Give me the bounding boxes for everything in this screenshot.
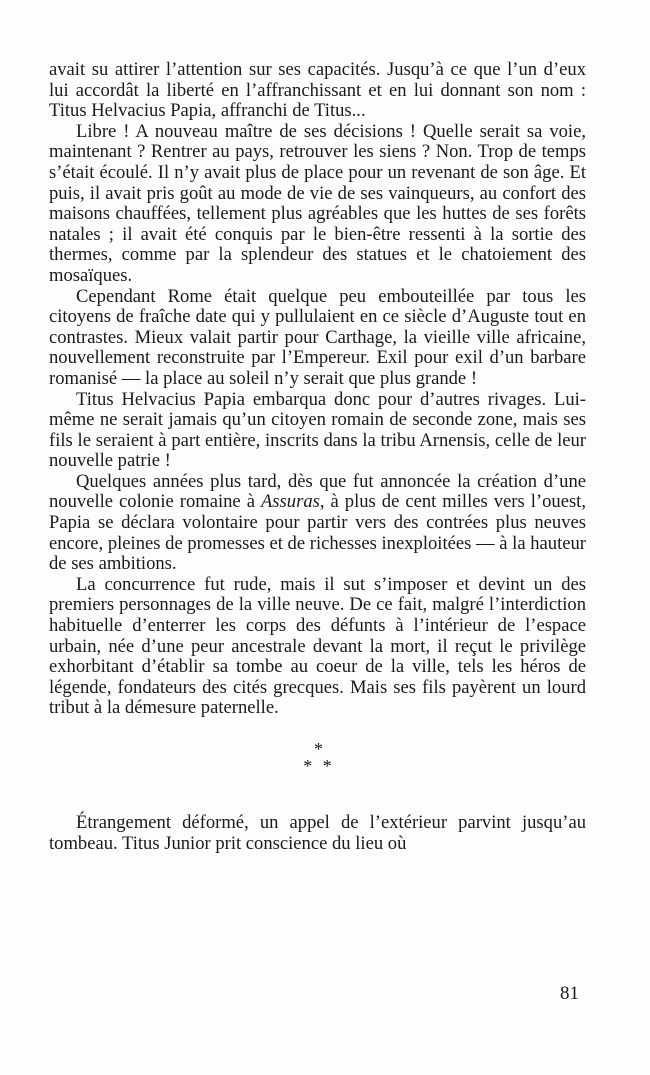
paragraph-assuras-after: , à plus de cent milles vers l’ouest, Papia se déclara volontaire pour partir vers des contrées plus neuves encore, pleines de promesses et de richesses inexploitées — à la hauteur de ses ambitions.	[49, 491, 586, 575]
asterism-bottom: * *	[303, 756, 332, 776]
body-text	[49, 60, 586, 854]
paragraph-concurrence: La concurrence fut rude, mais il sut s’imposer et devint un des premiers personnages de la ville neuve. De ce fait, malgré l’interdiction habituelle d’enterrer les corps des défunts à l’intérieur de l’espace urbain, née d’une peur ancestrale devant la mort, il reçut le privilège exhorbitant d’établir sa tombe au coeur de la ville, tels les héros de légende, fondateurs des cités grecques. Mais ses fils payèrent un lourd tribut à la démesure paternelle.	[49, 573, 586, 719]
paragraph-embarqua: Titus Helvacius Papia embarqua donc pour d’autres rivages. Lui-même ne serait jamais qu’un citoyen romain de seconde zone, mais ses fils le seraient à part entière, inscrits dans la tribu Arnensis, celle de leur nouvelle patrie !	[49, 388, 586, 472]
paragraph-closing: Étrangement déformé, un appel de l’extérieur parvint jusqu’au tombeau. Titus Junior prit conscience du lieu où	[49, 812, 586, 854]
page-number: 81	[560, 983, 579, 1004]
paragraph-libre: Libre ! A nouveau maître de ses décisions ! Quelle serait sa voie, maintenant ? Rentrer au pays, retrouver les siens ? Non. Trop de temps s’était écoulé. Il n’y avait plus de place pour un revenant de son âge. Et puis, il avait pris goût au mode de vie de ses vainqueurs, au confort des maisons chauffées, tellement plus agréables que les huttes de ses forêts natales ; il avait été conquis par le bien-être ressenti à la sortie des thermes, comme par la splendeur des statues et le chatoiement des mosaïques.	[49, 120, 586, 286]
place-name-assuras: Assuras	[260, 491, 320, 513]
paragraph-assuras	[49, 472, 586, 575]
paragraph-assuras-before: Quelques années plus tard, dès que fut annoncée la création d’une nouvelle colonie romaine à	[49, 470, 586, 513]
section-break-asterism	[49, 741, 586, 775]
asterism-top: *	[314, 739, 323, 759]
paragraph-continued: avait su attirer l’attention sur ses capacités. Jusqu’à ce que l’un d’eux lui accordât la liberté en l’affranchissant et en lui donnant son nom : Titus Helvacius Papia, affranchi de Titus...	[49, 59, 586, 122]
paragraph-rome: Cependant Rome était quelque peu embouteillée par tous les citoyens de fraîche date qui y pullulaient en ce siècle d’Auguste tout en contrastes. Mieux valait partir pour Carthage, la vieille ville africaine, nouvellement reconstruite par l’Empereur. Exil pour exil d’un barbare romanisé — la place au soleil n’y serait que plus grande !	[49, 285, 586, 389]
